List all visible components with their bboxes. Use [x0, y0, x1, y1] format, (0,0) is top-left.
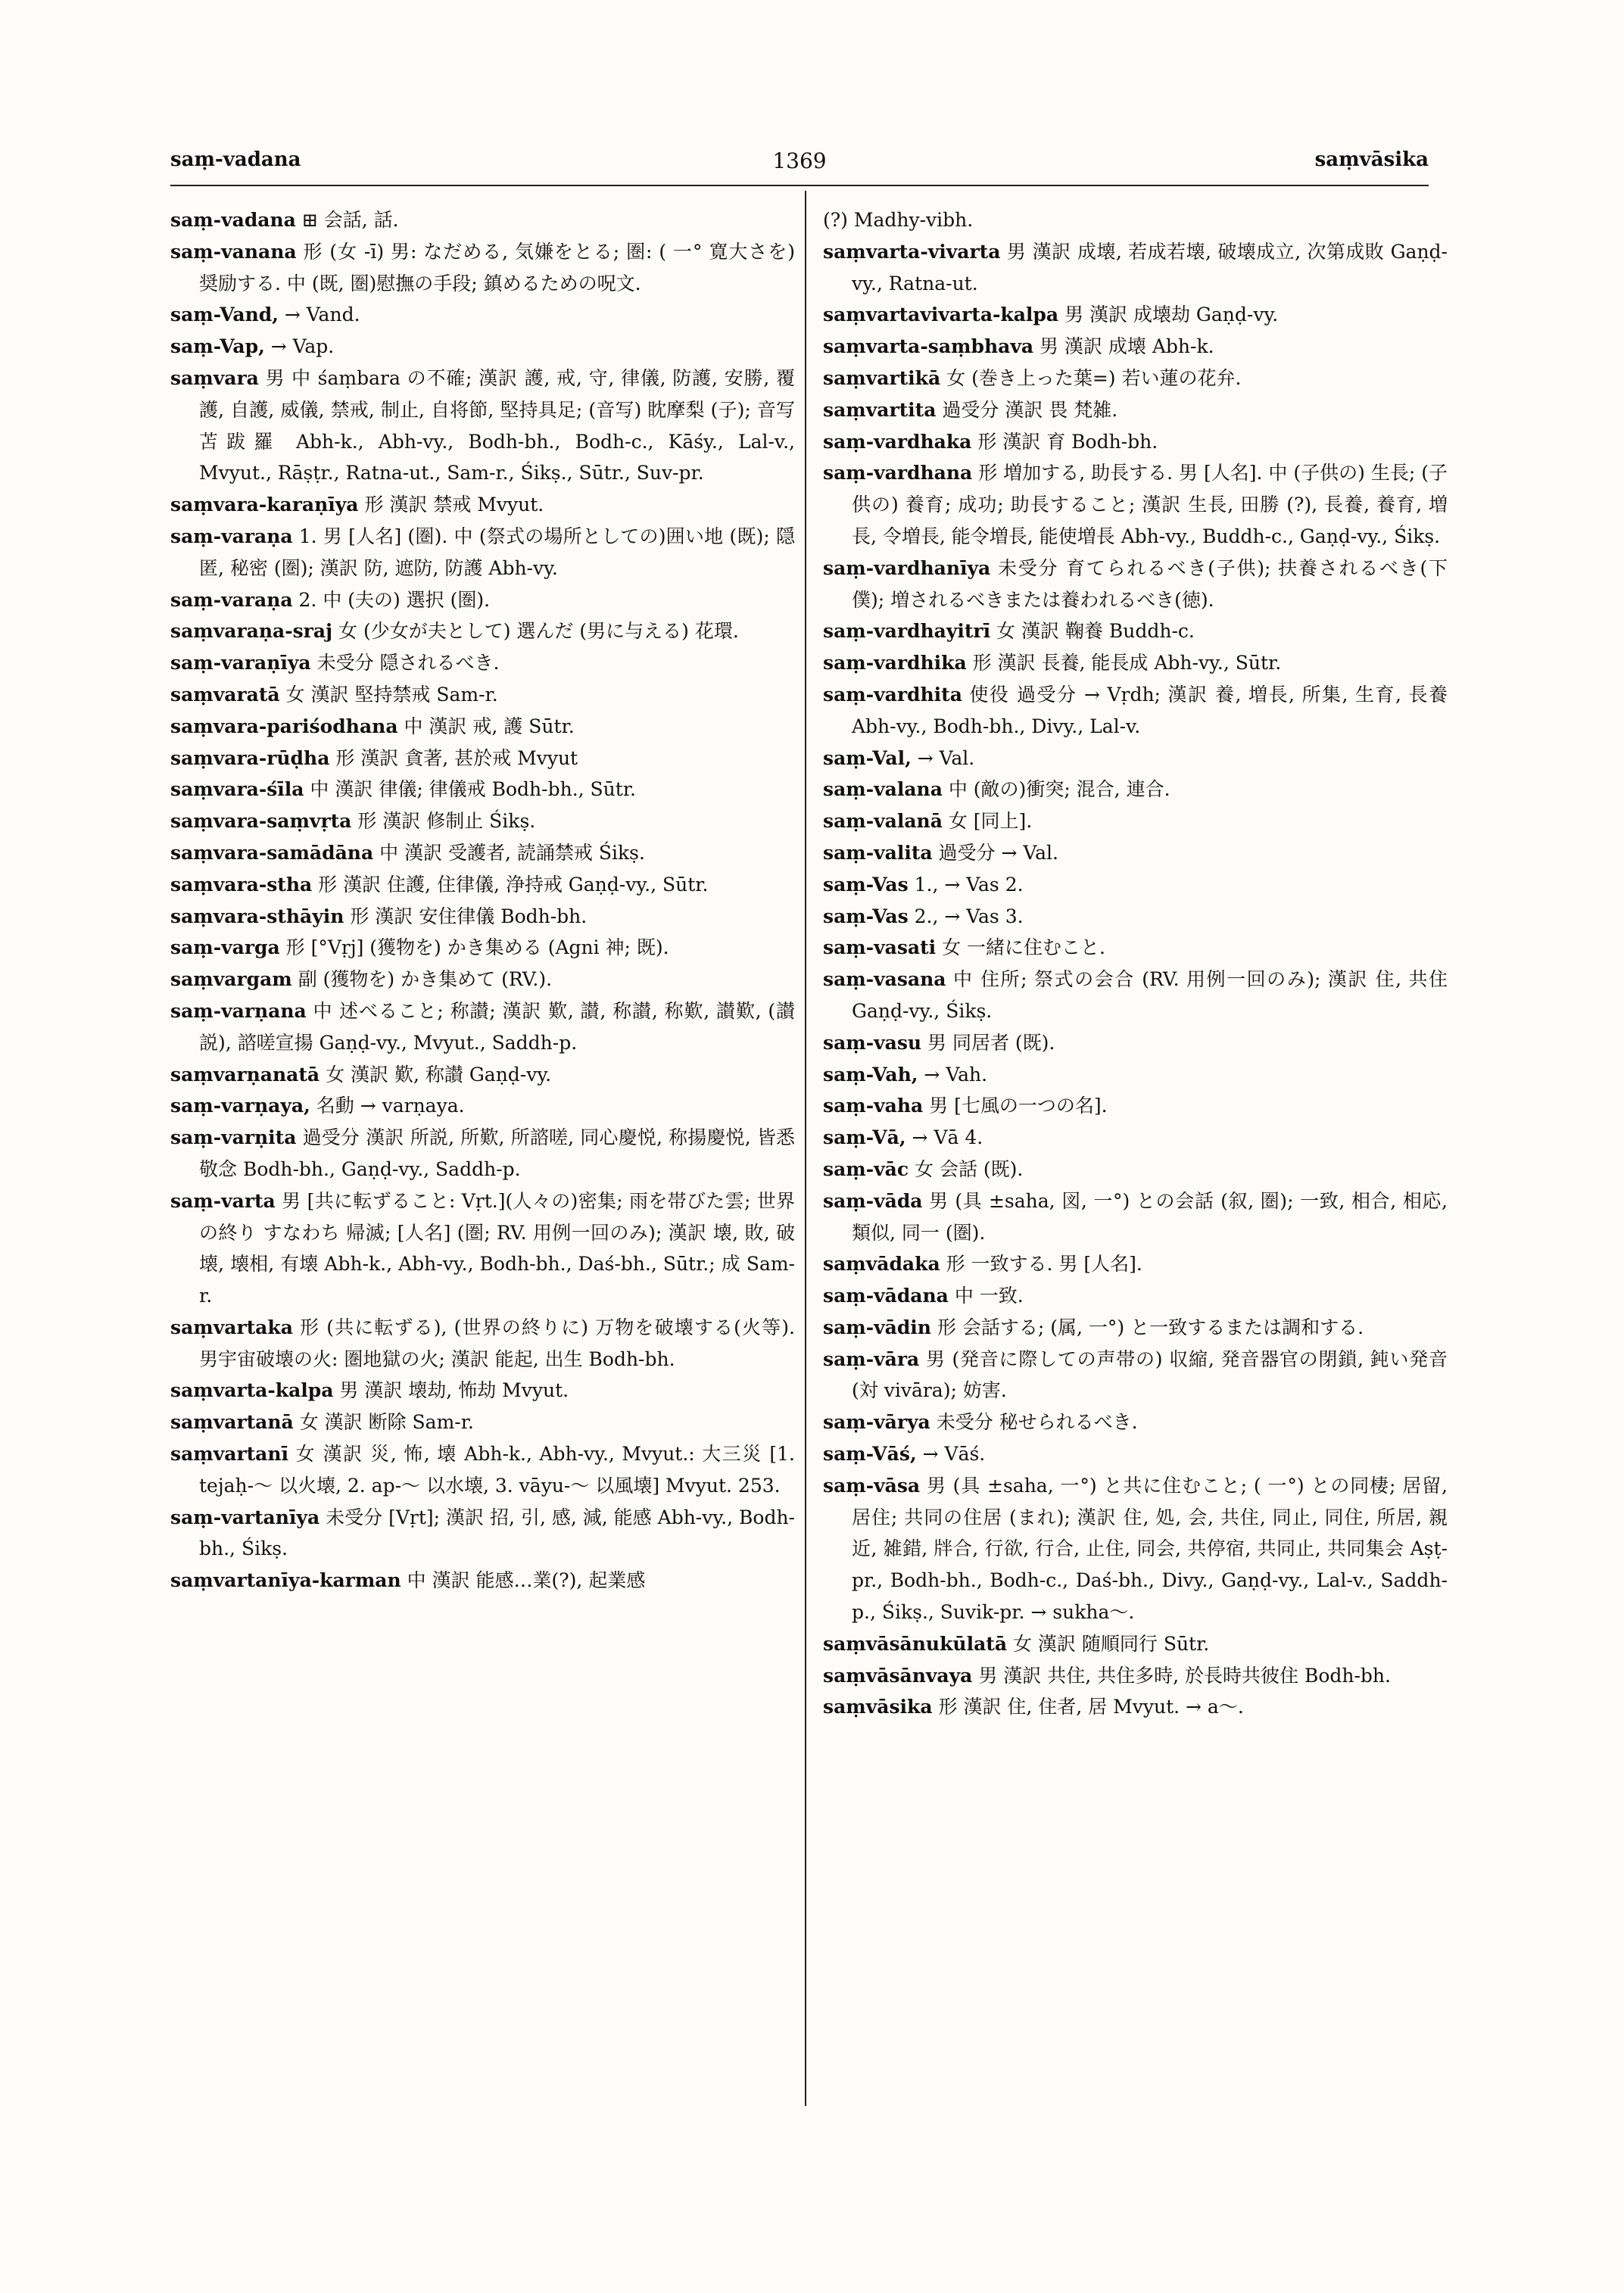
entry-definition: → Val. [917, 746, 975, 769]
entry-headword: saṃ-vārya [823, 1411, 930, 1434]
entry-definition: 男 (具 ±saha, 一°) と共に住むこと; ( 一°) との同棲; 居留, 居住; 共同の住居 (まれ); 漢訳 住, 処, 会, 共住, 同止, 同住, 所居, 親近, 雑錯, 牉合, 行欲, 行合, 止住, 同会, 共停宿, 共同止, 共同集会 Aṣṭ-pr., Bodh-bh., Bodh-c., Daś-bh., Divy., Gaṇḍ-vy., Lal-v., Saddh-p., Śikṣ., Suvik-pr. → sukha～. [852, 1474, 1448, 1624]
entry-definition: 1. 男 [人名] (圏). 中 (祭式の場所としての)囲い地 (既); 隠匿, 秘密 (圏); 漢訳 防, 遮防, 防護 Abh-vy. [199, 525, 795, 579]
dictionary-entry [823, 1027, 1448, 1059]
entry-headword: saṃ-Vas [823, 873, 909, 896]
dictionary-entry [823, 1691, 1448, 1723]
entry-definition: 中 住所; 祭式の会合 (RV. 用例一回のみ); 漢訳 住, 共住 Gaṇḍ-vy., Śikṣ. [852, 968, 1448, 1022]
entry-headword: saṃvartanīya-karman [170, 1569, 401, 1592]
dictionary-entry [170, 489, 795, 521]
dictionary-entry [823, 204, 1448, 236]
entry-headword: saṃ-varaṇa [170, 588, 293, 611]
dictionary-entry [823, 615, 1448, 647]
dictionary-entry [823, 1344, 1448, 1407]
entry-headword: saṃvartikā [823, 366, 941, 389]
entry-headword: saṃvartita [823, 398, 937, 421]
entry-definition: ⊞ 会話, 話. [301, 209, 399, 231]
entry-definition: 形 漢訳 住, 住者, 居 Mvyut. → a～. [938, 1696, 1244, 1718]
entry-headword: saṃvara-rūḍha [170, 746, 330, 769]
entry-definition: 女 漢訳 災, 怖, 壊 Abh-k., Abh-vy., Mvyut.: 大三災 [1. tejaḥ-～ 以火壊, 2. ap-～ 以水壊, 3. vāyu-～ 以風壊] Mvyut. 253. [199, 1443, 795, 1497]
entry-headword: saṃ-Val, [823, 746, 912, 769]
entry-headword: saṃvara-pariśodhana [170, 715, 398, 737]
page-header [170, 148, 1429, 179]
dictionary-entry [170, 521, 795, 584]
entry-definition: 形 (女 -ī) 男: なだめる, 気嫌をとる; 圏: ( 一° 寛大さを) 奨励する. 中 (既, 圏)慰撫の手段; 鎮めるための呪文. [199, 240, 795, 294]
dictionary-entry [170, 1090, 795, 1122]
entry-definition: 使役 過受分 → Vṛdh; 漢訳 養, 増長, 所集, 生育, 長養 Abh-vy., Bodh-bh., Divy., Lal-v. [852, 683, 1448, 737]
entry-headword: saṃ-varaṇa [170, 525, 293, 547]
dictionary-entry [170, 1312, 795, 1375]
dictionary-entry [823, 1059, 1448, 1091]
dictionary-entry [170, 615, 795, 647]
entry-headword: saṃvartavivarta-kalpa [823, 304, 1059, 326]
entry-headword: saṃ-vadana [170, 209, 296, 231]
dictionary-entry [823, 1122, 1448, 1154]
dictionary-entry [170, 1407, 795, 1438]
dictionary-entry [823, 647, 1448, 679]
dictionary-entry [823, 1312, 1448, 1344]
entry-definition: 男 漢訳 壊劫, 怖劫 Mvyut. [339, 1379, 569, 1402]
dictionary-entry [823, 837, 1448, 869]
dictionary-entry [823, 1248, 1448, 1280]
entry-headword: saṃ-Vas [823, 905, 909, 927]
dictionary-entry [823, 1154, 1448, 1185]
dictionary-entry [170, 743, 795, 774]
entry-headword: saṃ-vasu [823, 1031, 922, 1054]
entry-headword: saṃvaraṇa-sraj [170, 620, 333, 643]
entry-definition: 未受分 [Vṛt]; 漢訳 招, 引, 感, 減, 能感 Abh-vy., Bodh-bh., Śikṣ. [199, 1506, 795, 1560]
dictionary-entry [823, 1438, 1448, 1470]
dictionary-entry [170, 1565, 795, 1597]
entry-headword: saṃ-vāc [823, 1157, 909, 1180]
dictionary-entry [170, 299, 795, 331]
entry-headword: saṃ-vardhana [823, 462, 973, 484]
entry-definition: → Vap. [270, 335, 335, 358]
entry-definition: (?) Madhy-vibh. [823, 209, 974, 231]
entry-definition: 中 一致. [954, 1285, 1024, 1307]
entry-definition: 過受分 → Val. [938, 841, 1058, 864]
dictionary-entry [823, 457, 1448, 552]
entry-headword: saṃ-vartanīya [170, 1506, 320, 1528]
dictionary-entry [823, 1280, 1448, 1312]
entry-headword: saṃ-vardhika [823, 652, 967, 675]
entry-definition: 形 [°Vṛj] (獲物を) かき集める (Agni 神; 既). [285, 936, 669, 959]
entry-definition: 形 (共に転ずる), (世界の終りに) 万物を破壊する(火等). 男宇宙破壊の火: 圏地獄の火; 漢訳 能起, 出生 Bodh-bh. [199, 1316, 795, 1370]
entry-definition: 男 漢訳 成壊 Abh-k. [1040, 335, 1214, 358]
dictionary-entry [170, 1185, 795, 1312]
entry-headword: saṃ-valanā [823, 810, 943, 833]
entry-definition: 2., → Vas 3. [914, 905, 1024, 927]
entry-headword: saṃvāsānukūlatā [823, 1632, 1008, 1655]
dictionary-entry [823, 299, 1448, 331]
entry-headword: saṃvara-śīla [170, 778, 304, 801]
entry-headword: saṃvarta-kalpa [170, 1379, 334, 1402]
entry-definition: 中 述べること; 称讃; 漢訳 歎, 讃, 称讃, 称歎, 讃歎, (讃説), 諮嗟宣揚 Gaṇḍ-vy., Mvyut., Saddh-p. [199, 999, 795, 1054]
entry-headword: saṃvāsika [823, 1696, 933, 1718]
entry-definition: 過受分 漢訳 所説, 所歎, 所諮嗟, 同心慶悦, 称揚慶悦, 皆悉敬念 Bodh-bh., Gaṇḍ-vy., Saddh-p. [199, 1126, 795, 1180]
dictionary-entry [170, 837, 795, 869]
entry-headword: saṃ-vaha [823, 1095, 924, 1117]
entry-headword: saṃvādaka [823, 1253, 940, 1276]
entry-headword: saṃ-varṇana [170, 999, 307, 1022]
dictionary-entry [170, 805, 795, 837]
entry-definition: 形 漢訳 住護, 住律儀, 浄持戒 Gaṇḍ-vy., Sūtr. [318, 873, 709, 896]
dictionary-entry [823, 394, 1448, 426]
entry-definition: 中 (敵の)衝突; 混合, 連合. [948, 778, 1170, 801]
entry-definition: 女 (巻き上った葉=) 若い蓮の花弁. [946, 366, 1242, 389]
entry-headword: saṃ-varga [170, 936, 280, 959]
dictionary-entry [823, 869, 1448, 901]
entry-definition: 男 漢訳 共住, 共住多時, 於長時共彼住 Bodh-bh. [978, 1664, 1391, 1687]
page-number: 1369 [772, 148, 827, 173]
left-column [170, 204, 795, 1597]
entry-definition: 形 会話する; (属, 一°) と一致するまたは調和する. [937, 1316, 1364, 1338]
dictionary-entry [170, 1375, 795, 1407]
entry-headword: saṃ-Vand, [170, 304, 279, 326]
entry-definition: → Vā 4. [912, 1126, 983, 1149]
column-divider [805, 191, 806, 2106]
dictionary-entry [170, 331, 795, 363]
entry-headword: saṃ-Vap, [170, 335, 265, 358]
dictionary-entry [170, 584, 795, 616]
entry-definition: 男 漢訳 成壊, 若成若壊, 破壊成立, 次第成敗 Gaṇḍ-vy., Ratna-ut. [852, 240, 1448, 294]
entry-definition: 副 (獲物を) かき集めて (RV.). [298, 968, 553, 991]
entry-definition: 形 漢訳 安住律儀 Bodh-bh. [350, 905, 588, 927]
entry-definition: 2. 中 (夫の) 選択 (圏). [298, 588, 491, 611]
entry-definition: 女 [同上]. [948, 810, 1033, 833]
dictionary-entry [170, 1122, 795, 1185]
entry-headword: saṃvara-saṃvṛta [170, 810, 352, 833]
dictionary-entry [170, 363, 795, 489]
entry-headword: saṃ-varṇaya, [170, 1095, 310, 1117]
entry-definition: 女 会話 (既). [915, 1157, 1024, 1180]
entry-definition: 男 漢訳 成壊劫 Gaṇḍ-vy. [1064, 304, 1279, 326]
entry-definition: 男 (具 ±saha, 図, 一°) との会話 (叙, 圏); 一致, 相合, 相応, 類似, 同一 (圏). [852, 1189, 1448, 1244]
entry-definition: 形 増加する, 助長する. 男 [人名]. 中 (子供の) 生長; (子供の) 養育; 成功; 助長すること; 漢訳 生長, 田勝 (?), 長養, 養育, 増長, 令増長, 能令増長, 能使増長 Abh-vy., Buddh-c., Gaṇḍ-vy., Śikṣ. [852, 462, 1448, 547]
dictionary-entry [823, 774, 1448, 805]
entry-headword: saṃ-vardhaka [823, 430, 972, 453]
entry-headword: saṃvartanā [170, 1411, 294, 1434]
dictionary-entry [823, 964, 1448, 1027]
entry-definition: 女 漢訳 歎, 称讃 Gaṇḍ-vy. [326, 1063, 552, 1086]
entry-headword: saṃ-vādana [823, 1285, 949, 1307]
dictionary-entry [170, 647, 795, 679]
entry-definition: 中 漢訳 受護者, 読誦禁戒 Śikṣ. [379, 841, 645, 864]
dictionary-entry [823, 1090, 1448, 1122]
dictionary-entry [170, 204, 795, 236]
entry-definition: 1., → Vas 2. [914, 873, 1024, 896]
running-head-right: saṃvāsika [1314, 148, 1429, 171]
entry-definition: 形 漢訳 育 Bodh-bh. [977, 430, 1158, 453]
dictionary-entry [823, 426, 1448, 458]
entry-definition: → Vāś. [922, 1443, 986, 1466]
dictionary-entry [170, 1059, 795, 1091]
right-column [823, 204, 1448, 1723]
entry-headword: saṃvāsānvaya [823, 1664, 973, 1687]
entry-definition: 未受分 育てられるべき(子供); 扶養されるべき(下僕); 増されるべきまたは養われるべき(徳). [852, 556, 1448, 611]
entry-definition: 中 漢訳 能感…業(?), 起業感 [407, 1569, 646, 1592]
entry-definition: → Vah. [924, 1063, 988, 1086]
dictionary-entry [823, 743, 1448, 774]
entry-definition: 女 漢訳 断除 Sam-r. [299, 1411, 474, 1434]
entry-headword: saṃ-vādin [823, 1316, 931, 1338]
entry-headword: saṃvara-stha [170, 873, 313, 896]
entry-headword: saṃ-vanana [170, 240, 297, 263]
dictionary-entry [170, 679, 795, 711]
dictionary-entry [170, 964, 795, 995]
entry-headword: saṃ-vardhita [823, 683, 962, 706]
entry-definition: 男 [共に転ずること: Vṛt.](人々の)密集; 雨を帯びた雲; 世界の終り すなわち 帰滅; [人名] (圏; RV. 用例一回のみ); 漢訳 壊, 敗, 破壊, 壊相, 有壊 Abh-k., Abh-vy., Bodh-bh., Daś-bh., Sūtr.; 成 Sam-r. [199, 1189, 795, 1307]
dictionary-entry [170, 901, 795, 933]
entry-definition: 女 漢訳 堅持禁戒 Sam-r. [285, 683, 498, 706]
entry-definition: → Vand. [284, 304, 360, 326]
dictionary-entry [823, 679, 1448, 743]
dictionary-entry [823, 1628, 1448, 1660]
entry-headword: saṃ-vasati [823, 936, 937, 959]
entry-definition: 形 漢訳 貪著, 甚於戒 Mvyut [335, 746, 578, 769]
dictionary-entry [170, 774, 795, 805]
entry-headword: saṃvara [170, 366, 259, 389]
entry-definition: 中 漢訳 戒, 護 Sūtr. [404, 715, 575, 737]
dictionary-entry [170, 236, 795, 300]
entry-headword: saṃ-vāra [823, 1347, 920, 1370]
dictionary-entry [823, 1660, 1448, 1692]
dictionary-entry [170, 1438, 795, 1502]
dictionary-entry [170, 995, 795, 1059]
entry-headword: saṃvarta-saṃbhava [823, 335, 1034, 358]
dictionary-entry [823, 901, 1448, 933]
entry-headword: saṃ-Vā, [823, 1126, 906, 1149]
entry-headword: saṃvara-karaṇīya [170, 494, 359, 516]
entry-headword: saṃ-vāsa [823, 1474, 921, 1497]
entry-definition: 男 中 śaṃbara の不確; 漢訳 護, 戒, 守, 律儀, 防護, 安勝, 覆護, 自護, 威儀, 禁戒, 制止, 自将節, 堅持具足; (音写) 眈摩梨 (子); 音写 苫跋羅 Abh-k., Abh-vy., Bodh-bh., Bodh-c., Kāśy., Lal-v., Mvyut., Rāṣṭr., Ratna-ut., Sam-r., Śikṣ., Sūtr., Suv-pr. [199, 366, 795, 484]
entry-headword: saṃ-valana [823, 778, 943, 801]
entry-headword: saṃ-Vāś, [823, 1443, 917, 1466]
running-head-left: saṃ-vadana [170, 148, 301, 171]
dictionary-entry [823, 553, 1448, 616]
dictionary-entry [170, 711, 795, 743]
entry-headword: saṃ-Vah, [823, 1063, 918, 1086]
entry-definition: 未受分 隠されるべき. [316, 652, 500, 675]
entry-definition: 中 漢訳 律儀; 律儀戒 Bodh-bh., Sūtr. [310, 778, 636, 801]
dictionary-entry [823, 1470, 1448, 1628]
entry-headword: saṃvarta-vivarta [823, 240, 1001, 263]
dictionary-entry [170, 1502, 795, 1566]
entry-headword: saṃ-varaṇīya [170, 652, 311, 675]
dictionary-entry [170, 869, 795, 901]
entry-definition: 女 一緒に住むこと. [942, 936, 1106, 959]
entry-definition: 名動 → varṇaya. [316, 1095, 465, 1117]
entry-definition: 女 漢訳 鞠養 Buddh-c. [996, 620, 1195, 643]
entry-definition: 未受分 秘せられるべき. [936, 1411, 1138, 1434]
header-rule [170, 185, 1429, 186]
entry-headword: saṃvara-sthāyin [170, 905, 344, 927]
entry-headword: saṃ-varṇita [170, 1126, 297, 1149]
entry-headword: saṃ-vasana [823, 968, 946, 991]
entry-definition: 形 漢訳 修制止 Śikṣ. [357, 810, 536, 833]
entry-headword: saṃvartaka [170, 1316, 293, 1338]
entry-headword: saṃvartanī [170, 1443, 289, 1466]
entry-headword: saṃ-valita [823, 841, 933, 864]
entry-headword: saṃ-vardhanīya [823, 556, 991, 579]
dictionary-entry [170, 932, 795, 964]
entry-definition: 男 (発音に際しての声帯の) 収縮, 発音器官の閉鎖, 鈍い発音 (対 vivāra); 妨害. [852, 1347, 1448, 1402]
dictionary-entry [823, 1407, 1448, 1438]
entry-definition: 男 同居者 (既). [927, 1031, 1055, 1054]
entry-definition: 形 漢訳 禁戒 Mvyut. [364, 494, 544, 516]
entry-definition: 形 一致する. 男 [人名]. [946, 1253, 1142, 1276]
entry-headword: saṃ-vāda [823, 1189, 923, 1212]
entry-definition: 女 漢訳 随順同行 Sūtr. [1012, 1632, 1210, 1655]
dictionary-entry [823, 1185, 1448, 1249]
entry-headword: saṃvaratā [170, 683, 280, 706]
entry-headword: saṃvarṇanatā [170, 1063, 320, 1086]
dictionary-entry [823, 236, 1448, 300]
dictionary-entry [823, 363, 1448, 394]
entry-definition: 女 (少女が夫として) 選んだ (男に与える) 花環. [338, 620, 739, 643]
entry-headword: saṃvara-samādāna [170, 841, 374, 864]
entry-definition: 男 [七風の一つの名]. [929, 1095, 1108, 1117]
dictionary-entry [823, 932, 1448, 964]
entry-definition: 過受分 漢訳 畏 梵雑. [942, 398, 1118, 421]
dictionary-entry [823, 805, 1448, 837]
entry-headword: saṃ-vardhayitrī [823, 620, 991, 643]
entry-definition: 形 漢訳 長養, 能長成 Abh-vy., Sūtr. [972, 652, 1282, 675]
dictionary-entry [823, 331, 1448, 363]
entry-headword: saṃvargam [170, 968, 292, 991]
entry-headword: saṃ-varta [170, 1189, 276, 1212]
